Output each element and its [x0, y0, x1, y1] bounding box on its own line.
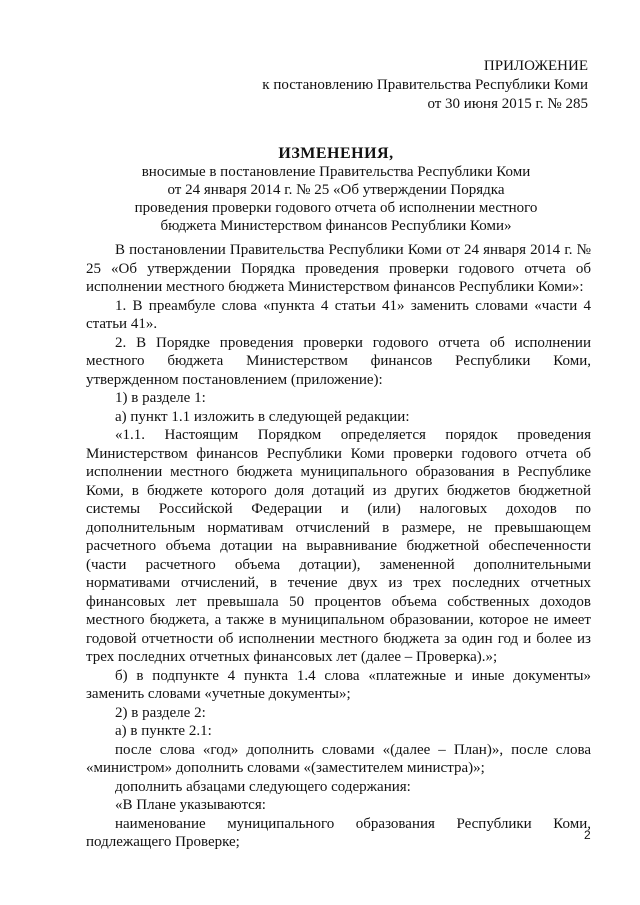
paragraph: 2. В Порядке проведения проверки годового отчета об исполнении местного бюджета Министерством финансов Республики Коми, утвержденном постановлением (приложение):	[86, 334, 591, 388]
paragraph: б) в подпункте 4 пункта 1.4 слова «платежные и иные документы» заменить словами «учетные документы»;	[86, 667, 591, 702]
title-line-1: вносимые в постановление Правительства Республики Коми	[141, 164, 531, 180]
paragraph: 1. В преамбуле слова «пункта 4 статьи 41» заменить словами «части 4 статьи 41».	[86, 297, 591, 332]
appendix-decree-ref: к постановлению Правительства Республики Коми	[262, 77, 588, 93]
paragraph: наименование муниципального образования Республики Коми, подлежащего Проверке;	[86, 815, 591, 850]
paragraph: дополнить абзацами следующего содержания:	[115, 778, 411, 795]
document-body	[86, 241, 591, 852]
page-number: 2	[584, 828, 591, 842]
paragraph: а) пункт 1.1 изложить в следующей редакции:	[115, 408, 410, 425]
paragraph: «1.1. Настоящим Порядком определяется порядок проведения Министерством финансов Республики Коми проверки годового отчета об исполнении местного бюджета муниципального образования в Республике Коми, в бюджете которого доля дотаций из других бюджетов бюджетной системы Российской Федерации и (или) налоговых доходов по дополнительным нормативам отчислений в размере, не превышающем расчетного объема дотации на выравнивание бюджетной обеспеченности (части расчетного объема дотации), замененной дополнительными нормативами отчислений, в течение двух из трех последних отчетных финансовых лет превышала 50 процентов объема собственных доходов местного бюджета, а также в муниципальном образовании, которое не имеет годовой отчетности об исполнении местного бюджета за один год и более из трех последних отчетных финансовых лет (далее – Проверка).»;	[86, 427, 591, 665]
title-line-2: от 24 января 2014 г. № 25 «Об утверждении Порядка	[167, 182, 505, 198]
paragraph: 2) в разделе 2:	[115, 704, 206, 721]
title-heading: ИЗМЕНЕНИЯ,	[278, 145, 394, 162]
paragraph: В постановлении Правительства Республики Коми от 24 января 2014 г. № 25 «Об утверждении Порядка проведения проверки годового отчета об исполнении местного бюджета Министерством финансов Республики Коми»:	[86, 242, 591, 295]
paragraph: «В Плане указываются:	[115, 797, 266, 813]
paragraph: а) в пункте 2.1:	[115, 723, 212, 739]
appendix-decree-date: от 30 июня 2015 г. № 285	[427, 96, 588, 112]
title-line-4: бюджета Министерством финансов Республики Коми»	[160, 218, 512, 234]
paragraph: 1) в разделе 1:	[115, 390, 206, 406]
document-title	[76, 145, 596, 235]
appendix-label: ПРИЛОЖЕНИЕ	[483, 58, 588, 74]
paragraph: после слова «год» дополнить словами «(далее – План)», после слова «министром» дополнить словами «(заместителем министра)»;	[86, 741, 591, 776]
title-line-3: проведения проверки годового отчета об исполнении местного	[134, 200, 538, 216]
